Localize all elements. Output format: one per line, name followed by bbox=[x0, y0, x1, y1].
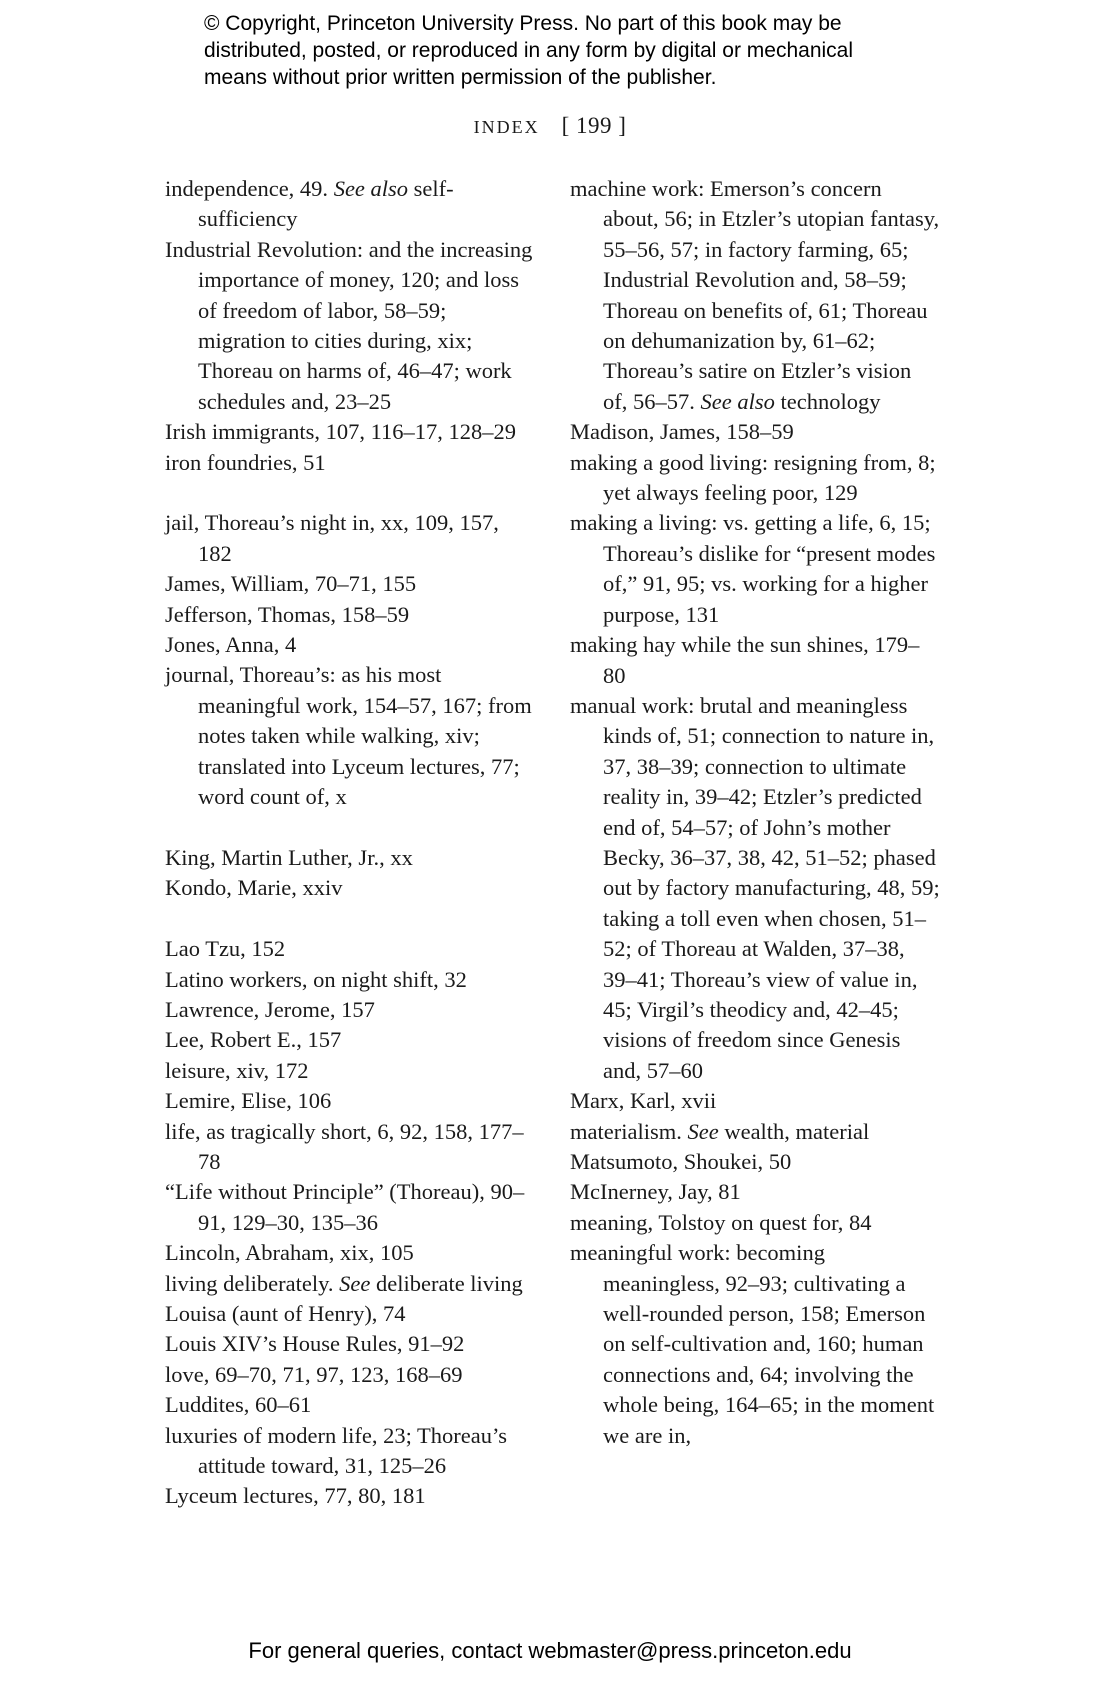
index-entry-text: making a living: vs. getting a life, 6, 15; Thoreau’s dislike for “present modes of,” 91, 95; vs. working for a higher purpose, 131 bbox=[570, 510, 936, 627]
index-entry-text: Jones, Anna, 4 bbox=[165, 632, 297, 658]
index-entry bbox=[165, 965, 535, 995]
index-entry-text: leisure, xiv, 172 bbox=[165, 1057, 309, 1083]
index-entry bbox=[165, 235, 535, 417]
index-entry bbox=[165, 1269, 535, 1299]
index-entry-text: Lee, Robert E., 157 bbox=[165, 1027, 342, 1053]
cross-reference-target: deliberate living bbox=[370, 1270, 523, 1296]
index-entry bbox=[165, 1299, 535, 1329]
index-entry bbox=[570, 691, 940, 1086]
index-entry bbox=[165, 1481, 535, 1511]
index-entry bbox=[165, 1421, 535, 1482]
index-entry bbox=[570, 174, 940, 417]
index-entry bbox=[570, 1086, 940, 1116]
running-head-label: index bbox=[473, 112, 540, 139]
copyright-line-2: distributed, posted, or reproduced in any form by digital or mechanical bbox=[204, 39, 854, 62]
index-entry-text: Lao Tzu, 152 bbox=[165, 936, 286, 962]
index-entry-text: Louisa (aunt of Henry), 74 bbox=[165, 1300, 406, 1326]
index-entry bbox=[570, 1238, 940, 1451]
index-entry-text: Madison, James, 158–59 bbox=[570, 419, 794, 445]
index-entry-text: materialism. bbox=[570, 1118, 688, 1144]
index-entry bbox=[165, 448, 535, 478]
index-entry bbox=[570, 1208, 940, 1238]
letter-group-gap bbox=[165, 478, 535, 508]
cross-reference-target: technology bbox=[774, 388, 881, 414]
index-column-left bbox=[165, 174, 535, 1512]
index-entry bbox=[165, 569, 535, 599]
index-entry bbox=[570, 508, 940, 630]
index-entry bbox=[165, 1238, 535, 1268]
index-entry bbox=[165, 1117, 535, 1178]
index-entry bbox=[165, 843, 535, 873]
index-entry-text: life, as tragically short, 6, 92, 158, 177–78 bbox=[165, 1118, 524, 1174]
copyright-line-3: means without prior written permission of the publisher. bbox=[204, 66, 717, 89]
index-entry-text: “Life without Principle” (Thoreau), 90–91, 129–30, 135–36 bbox=[165, 1179, 525, 1235]
index-entry-text: independence, 49. bbox=[165, 176, 334, 201]
index-entry-text: meaning, Tolstoy on quest for, 84 bbox=[570, 1209, 872, 1235]
index-entry bbox=[165, 995, 535, 1025]
index-entry-text: machine work: Emerson’s concern about, 56; in Etzler’s utopian fantasy, 55–56, 57; in factory farming, 65; Industrial Revolution and, 58–59; Thoreau on benefits of, 61; Thoreau on dehumanization by, 61–62; Thoreau’s satire on Etzler’s vision of, 56–57. bbox=[570, 176, 940, 414]
index-column-right bbox=[570, 174, 940, 1451]
index-entry-text: Louis XIV’s House Rules, 91–92 bbox=[165, 1331, 465, 1357]
index-entry-text: Luddites, 60–61 bbox=[165, 1392, 312, 1418]
index-entry bbox=[165, 1360, 535, 1390]
index-entry-text: Kondo, Marie, xxiv bbox=[165, 875, 343, 901]
index-entry bbox=[570, 448, 940, 509]
index-entry-text: McInerney, Jay, 81 bbox=[570, 1179, 741, 1205]
index-entry-text: Matsumoto, Shoukei, 50 bbox=[570, 1149, 792, 1174]
index-entry-text: meaningful work: becoming meaningless, 92–93; cultivating a well-rounded person, 158; Emerson on self-cultivation and, 160; human connections and, 64; involving the whole being, 164–65; in the moment we are in, bbox=[570, 1240, 935, 1448]
index-entry bbox=[570, 630, 940, 691]
index-entry-text: manual work: brutal and meaningless kinds of, 51; connection to nature in, 37, 38–39; connection to ultimate reality in, 39–42; Etzler’s predicted end of, 54–57; of John’s mother Becky, 36–37, 38, 42, 51–52; phased out by factory manufacturing, 48, 59; taking a toll even when chosen, 51–52; of Thoreau at Walden, 37–38, 39–41; Thoreau’s view of value in, 45; Virgil’s theodicy and, 42–45; visions of freedom since Genesis and, 57–60 bbox=[570, 692, 940, 1083]
index-entry-text: Irish immigrants, 107, 116–17, 128–29 bbox=[165, 419, 517, 445]
index-entry-text: love, 69–70, 71, 97, 123, 168–69 bbox=[165, 1361, 463, 1387]
index-entry bbox=[165, 417, 535, 447]
index-entry-text: Latino workers, on night shift, 32 bbox=[165, 966, 467, 992]
cross-reference-label: See bbox=[687, 1118, 719, 1144]
copyright-line-1: © Copyright, Princeton University Press. No part of this book may be bbox=[204, 12, 842, 35]
running-head bbox=[0, 112, 1100, 140]
index-entry bbox=[165, 1329, 535, 1359]
index-entry bbox=[570, 417, 940, 447]
index-entry bbox=[165, 1086, 535, 1116]
index-entry bbox=[570, 1177, 940, 1207]
index-entry-text: journal, Thoreau’s: as his most meaningful work, 154–57, 167; from notes taken while walking, xiv; translated into Lyceum lectures, 77; word count of, x bbox=[165, 662, 532, 810]
index-entry bbox=[165, 873, 535, 903]
index-entry bbox=[165, 934, 535, 964]
index-entry bbox=[165, 1025, 535, 1055]
index-entry-text: iron foundries, 51 bbox=[165, 449, 326, 475]
index-entry-text: living deliberately. bbox=[165, 1270, 340, 1296]
index-entry-text: Jefferson, Thomas, 158–59 bbox=[165, 601, 410, 627]
footer-contact: For general queries, contact webmaster@press.princeton.edu bbox=[248, 1638, 852, 1663]
letter-group-gap bbox=[165, 813, 535, 843]
index-entry-text: James, William, 70–71, 155 bbox=[165, 571, 417, 597]
index-entry-text: Lyceum lectures, 77, 80, 181 bbox=[165, 1483, 426, 1509]
index-entry bbox=[165, 600, 535, 630]
copyright-notice bbox=[204, 10, 924, 91]
cross-reference-label: See also bbox=[700, 388, 775, 414]
index-entry bbox=[165, 660, 535, 812]
index-entry bbox=[165, 630, 535, 660]
index-entry-text: Lemire, Elise, 106 bbox=[165, 1088, 332, 1114]
index-entry bbox=[165, 508, 535, 569]
index-entry-text: jail, Thoreau’s night in, xx, 109, 157, 182 bbox=[165, 510, 499, 566]
index-entry-text: King, Martin Luther, Jr., xx bbox=[165, 844, 413, 870]
index-entry-text: Lincoln, Abraham, xix, 105 bbox=[165, 1240, 414, 1266]
index-entry bbox=[165, 1056, 535, 1086]
index-entry-text: Industrial Revolution: and the increasing importance of money, 120; and loss of freedom of labor, 58–59; migration to cities during, xix; Thoreau on harms of, 46–47; work schedules and, 23–25 bbox=[165, 236, 533, 414]
index-entry bbox=[165, 1177, 535, 1238]
index-entry bbox=[165, 174, 535, 235]
letter-group-gap bbox=[165, 904, 535, 934]
page-number: [ 199 ] bbox=[561, 113, 627, 138]
index-entry-text: making a good living: resigning from, 8; yet always feeling poor, 129 bbox=[570, 449, 936, 506]
index-entry-text: luxuries of modern life, 23; Thoreau’s attitude toward, 31, 125–26 bbox=[165, 1422, 508, 1479]
index-entry bbox=[165, 1390, 535, 1420]
index-entry bbox=[570, 1117, 940, 1147]
cross-reference-target: self-sufficiency bbox=[198, 176, 454, 232]
cross-reference-label: See bbox=[339, 1270, 371, 1296]
cross-reference-label: See also bbox=[333, 176, 409, 201]
index-entry-text: Marx, Karl, xvii bbox=[570, 1088, 717, 1114]
cross-reference-target: wealth, material bbox=[718, 1118, 870, 1144]
index-entry-text: making hay while the sun shines, 179–80 bbox=[570, 632, 920, 688]
index-entry bbox=[570, 1147, 940, 1177]
index-entry-text: Lawrence, Jerome, 157 bbox=[165, 996, 375, 1022]
